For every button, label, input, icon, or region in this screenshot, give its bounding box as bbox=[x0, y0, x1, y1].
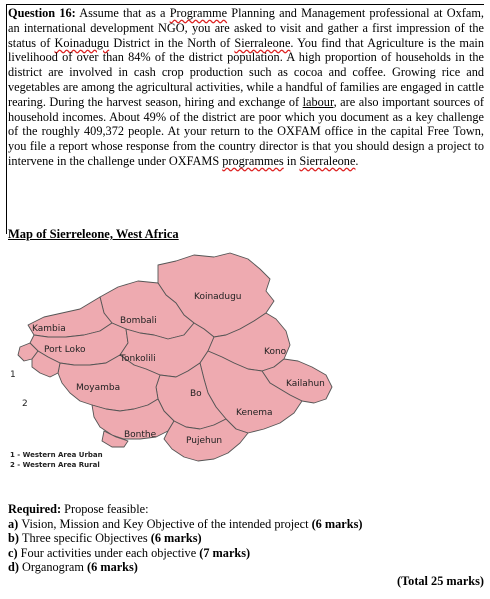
question-text: Planning and Management professional at Oxfam, an international development NGO, you are asked to visit and gather a first impression of the status of bbox=[8, 6, 484, 50]
required-section bbox=[8, 502, 484, 575]
required-item bbox=[8, 531, 484, 546]
question-text: , are also important sources of household incomes. About 49% of the district are poor which you document as a key challenge of the roughly 409,372 people. At your return to the OXFAM office in the capital Free Town, you file a report whose response from the country director is that you should design a project to intervene in the challenge under OXFAMS bbox=[8, 94, 484, 168]
required-item bbox=[8, 517, 484, 532]
question-text: in bbox=[283, 153, 300, 168]
question-text: Assume that as a bbox=[75, 6, 170, 20]
spellcheck-word: Programme bbox=[169, 6, 228, 20]
question-label: Question 16: bbox=[8, 6, 76, 20]
label-kambia: Kambia bbox=[32, 324, 66, 334]
label-marker-2: 2 bbox=[22, 399, 28, 409]
item-prefix: a) bbox=[8, 516, 22, 531]
underlined-word: labour bbox=[302, 94, 334, 109]
spellcheck-word: programmes bbox=[222, 153, 284, 168]
label-koinadugu: Koinadugu bbox=[194, 292, 242, 302]
item-marks: (6 marks) bbox=[87, 560, 138, 574]
required-intro: Propose feasible: bbox=[61, 502, 149, 516]
label-pujehun: Pujehun bbox=[186, 436, 223, 446]
spellcheck-word: Koinadugu bbox=[54, 35, 110, 50]
label-kenema: Kenema bbox=[236, 408, 273, 418]
label-bonthe: Bonthe bbox=[124, 430, 157, 440]
item-text: Four activities under each objective bbox=[20, 545, 200, 560]
item-text: Organogram bbox=[22, 560, 88, 574]
item-text: Three specific Objectives bbox=[22, 531, 151, 545]
item-marks: (6 marks) bbox=[311, 516, 363, 531]
required-item bbox=[8, 546, 484, 561]
label-port-loko: Port Loko bbox=[44, 345, 86, 355]
map-svg bbox=[8, 243, 368, 483]
item-marks: (7 marks) bbox=[199, 545, 251, 560]
question-text: . You find that Agriculture is the main livelihood of over than 84% of the district population. A high proportion of households in the district are involved in cash crop production such as cocoa and coffee. Growing rice and vegetables are among the agricultural activities, while a handful of families are engaged in cattle rearing. During the harvest season, hiring and exchange of bbox=[8, 35, 484, 109]
label-marker-1: 1 bbox=[10, 370, 16, 380]
legend-item-western-rural: 2 - Western Area Rural bbox=[10, 461, 100, 469]
map-title: Map of Sierreleone, West Africa bbox=[8, 227, 179, 241]
label-tonkolili: Tonkolili bbox=[120, 354, 156, 364]
label-moyamba: Moyamba bbox=[76, 383, 121, 393]
spellcheck-word: Sierraleone bbox=[234, 35, 291, 50]
item-prefix: c) bbox=[8, 545, 21, 560]
question-paragraph bbox=[8, 6, 484, 169]
spellcheck-word: Sierraleone bbox=[299, 153, 356, 168]
required-item bbox=[8, 560, 484, 575]
item-marks: (6 marks) bbox=[150, 531, 202, 545]
required-label: Required: bbox=[8, 502, 62, 516]
item-prefix: b) bbox=[8, 531, 23, 545]
required-heading bbox=[8, 502, 484, 517]
label-bombali: Bombali bbox=[120, 316, 157, 326]
item-text: Vision, Mission and Key Objective of the intended project bbox=[21, 516, 312, 531]
item-prefix: d) bbox=[8, 560, 23, 574]
label-kailahun: Kailahun bbox=[286, 379, 325, 389]
sierra-leone-map bbox=[8, 243, 368, 483]
legend-item-western-urban: 1 - Western Area Urban bbox=[10, 451, 103, 459]
question-text: District in the North of bbox=[109, 35, 235, 50]
total-marks: (Total 25 marks) bbox=[397, 574, 484, 588]
label-bo: Bo bbox=[190, 389, 202, 399]
label-kono: Kono bbox=[264, 347, 287, 357]
question-text: . bbox=[355, 153, 359, 168]
